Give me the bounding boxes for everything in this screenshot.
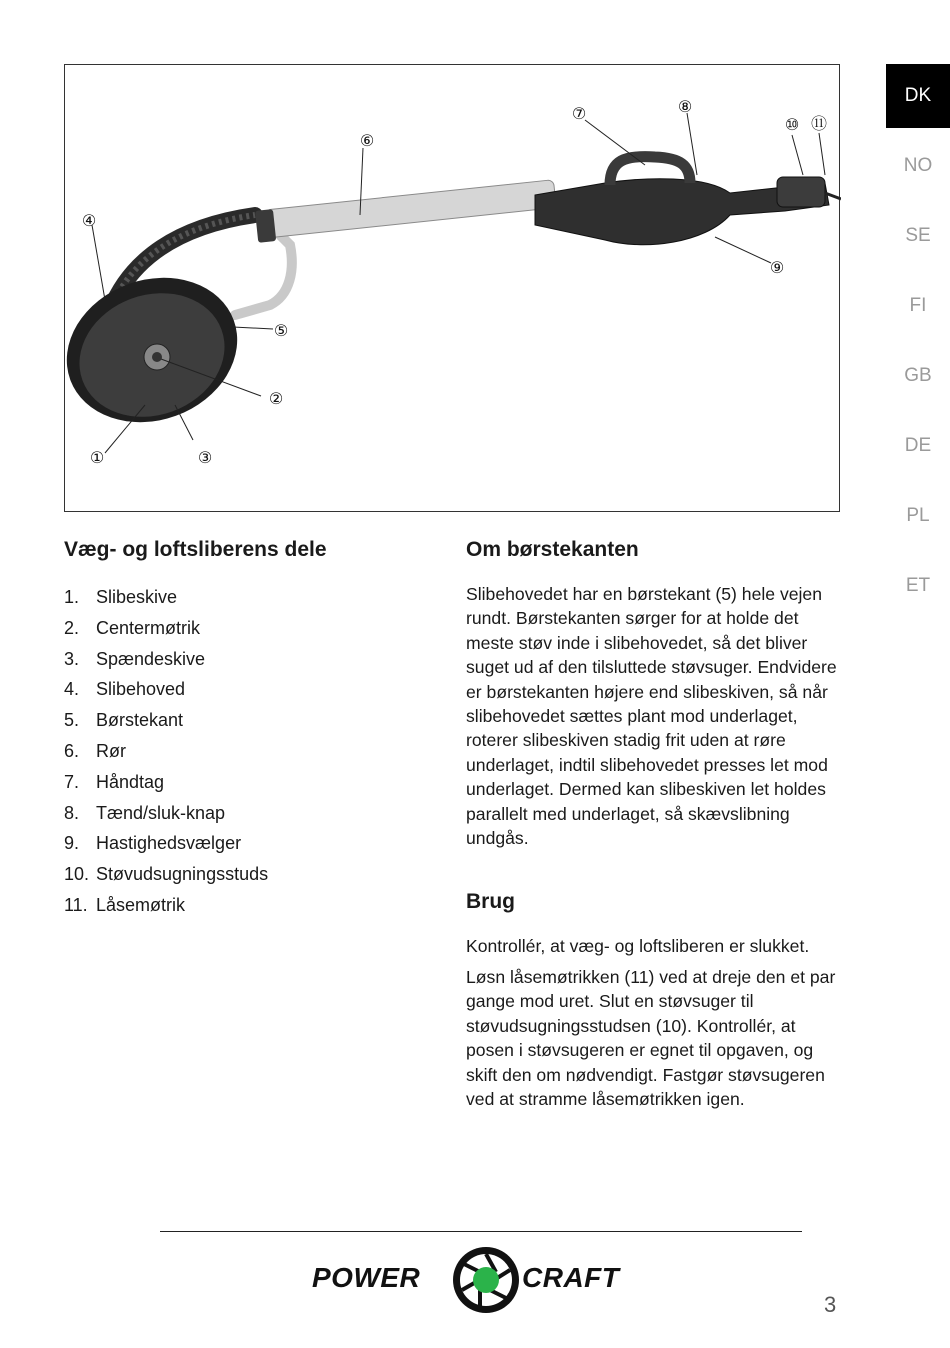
- tab-gb[interactable]: GB: [904, 365, 932, 386]
- tab-fi[interactable]: FI: [909, 295, 927, 316]
- tab-pl[interactable]: PL: [906, 505, 930, 526]
- list-item: 10. Støvudsugningsstuds: [64, 864, 269, 885]
- brush-section-text: Slibehovedet har en børstekant (5) hele vejen rundt. Børstekanten sørger for at holde det meste støv inde i slibehovedet, så det bliver suget ud af den tilsluttede støvsuger. Endvidere er børstekanten højere end slibeskiven, så når slibehovedet sættes plant mod underlaget, roterer slibeskiven stadig frit uden at røre underlaget, indtil slibehovedet presses let mod underlaget. Dermed kan slibeskiven let holdes parallelt med underlaget, så skævslibning undgås.: [466, 584, 837, 849]
- callout-7: ⑦: [571, 104, 587, 123]
- list-item: 5. Børstekant: [64, 710, 184, 731]
- callout-1: ①: [89, 448, 105, 467]
- sander-illustration: [65, 65, 841, 513]
- logo-text-left: POWER: [312, 1262, 421, 1293]
- brush-section-title: Om børstekanten: [466, 538, 639, 561]
- callout-8: ⑧: [677, 97, 693, 116]
- list-item: 7. Håndtag: [64, 771, 165, 792]
- parts-section: [64, 536, 434, 921]
- callout-2: ②: [268, 389, 284, 408]
- tab-dk[interactable]: DK: [886, 64, 950, 128]
- use-paragraph-1: Kontrollér, at væg- og loftsliberen er slukket.: [466, 936, 810, 957]
- power-craft-logo: [312, 1244, 642, 1316]
- parts-title: Væg- og loftsliberens dele: [64, 538, 327, 561]
- footer-divider: [160, 1231, 802, 1232]
- list-item: 11. Låsemøtrik: [64, 894, 186, 915]
- list-item: 2. Centermøtrik: [64, 617, 201, 638]
- list-item: 4. Slibehoved: [64, 679, 186, 700]
- parts-list: [64, 582, 434, 921]
- callout-6: ⑥: [359, 131, 375, 150]
- callout-11: ⑪: [810, 114, 828, 133]
- tab-et[interactable]: ET: [905, 575, 931, 596]
- callout-9: ⑨: [769, 258, 785, 277]
- list-item: 3. Spændeskive: [64, 648, 206, 669]
- list-item: 6. Rør: [64, 740, 126, 761]
- logo-text-right: CRAFT: [522, 1262, 620, 1293]
- list-item: 9. Hastighedsvælger: [64, 833, 242, 854]
- tab-de[interactable]: DE: [904, 435, 932, 456]
- list-item: 8. Tænd/sluk-knap: [64, 802, 226, 823]
- language-tabs: [886, 64, 950, 624]
- tab-se[interactable]: SE: [905, 225, 931, 246]
- list-item: 1. Slibeskive: [64, 587, 178, 607]
- use-paragraph-2: Løsn låsemøtrikken (11) ved at dreje den et par gange mod uret. Slut en støvsuger til støvudsugningsstudsen (10). Kontrollér, at posen i støvsugeren er egnet til opgaven, og skift den om nødvendigt. Fastgør støvsugeren ved at stramme låsemøtrikken igen.: [466, 966, 836, 1109]
- callout-10: ⑩: [784, 115, 800, 134]
- callout-3: ③: [197, 448, 213, 467]
- page-number: 3: [824, 1292, 837, 1317]
- product-figure: [64, 64, 840, 512]
- callout-4: ④: [81, 211, 97, 230]
- text-column: [466, 536, 846, 1111]
- callout-5: ⑤: [273, 321, 289, 340]
- aperture-icon: [450, 1244, 522, 1316]
- tab-no[interactable]: NO: [903, 155, 933, 176]
- use-section: [466, 888, 846, 1111]
- use-section-title: Brug: [466, 890, 515, 914]
